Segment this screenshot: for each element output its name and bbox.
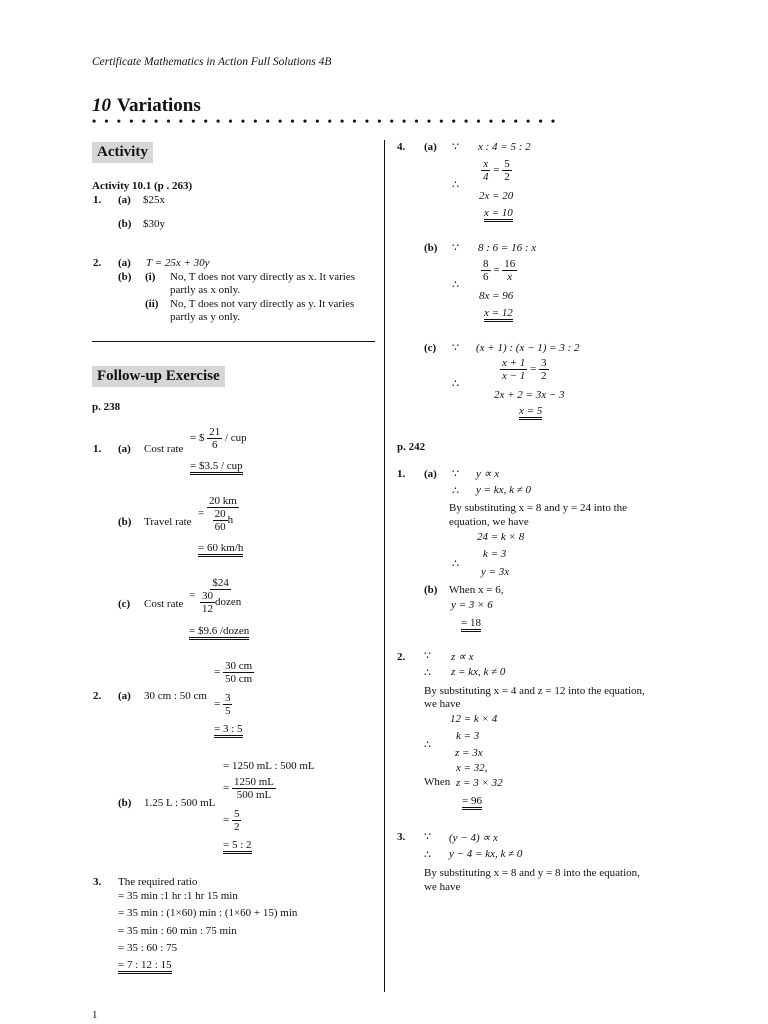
- dotted-rule: ••••••••••••••••••••••••••••••••••••••: [92, 114, 564, 128]
- activity-subheading: Activity 10.1 (p . 263): [92, 180, 193, 192]
- eq-sign: =: [198, 507, 205, 520]
- answer-text: = 35 min :1 hr :1 hr 15 min: [118, 890, 238, 902]
- answer-text: we have: [424, 698, 461, 710]
- math-line: 24 = k × 8: [477, 531, 525, 543]
- math-line: 8 : 6 = 16 : x: [478, 242, 537, 254]
- final-answer: = 96: [462, 795, 482, 810]
- answer-text: [190, 460, 243, 472]
- math-line: x = 32,: [456, 762, 488, 774]
- numerator: 16: [504, 258, 516, 270]
- denominator: 6: [211, 439, 218, 451]
- final-answer: x = 10: [484, 207, 513, 222]
- denominator: 6: [483, 271, 489, 283]
- answer-text: equation, we have: [449, 516, 529, 528]
- answer-text: $30y: [143, 218, 165, 230]
- math-line: z ∝ x: [451, 651, 474, 663]
- math-line: y − 4 = kx, k ≠ 0: [449, 848, 523, 860]
- therefore-symbol: ∴: [424, 849, 431, 861]
- denominator: 500 mL: [236, 789, 272, 801]
- q-number: 4.: [397, 141, 406, 153]
- numerator: $24: [212, 577, 229, 589]
- answer-text: = 35 : 60 : 75: [118, 942, 178, 954]
- fraction: [232, 808, 242, 833]
- numerator: x + 1: [502, 357, 526, 369]
- numerator: 21: [209, 426, 221, 438]
- part-label: (b): [424, 242, 438, 254]
- math-line: z = kx, k ≠ 0: [451, 666, 506, 678]
- fraction: [232, 776, 276, 801]
- final-answer: = 7 : 12 : 15: [118, 959, 172, 974]
- because-symbol: ∵: [452, 141, 459, 153]
- q-number: 2.: [93, 690, 102, 702]
- numerator: x: [483, 158, 489, 170]
- part-label: (a): [424, 468, 437, 480]
- sub-part-label: (i): [145, 271, 156, 283]
- final-answer: = 18: [461, 617, 481, 632]
- math-line: k = 3: [483, 548, 507, 560]
- numerator: 3: [541, 357, 547, 369]
- q-number: 1.: [397, 468, 406, 480]
- eq-sign: =: [223, 782, 230, 795]
- math-line: 2x + 2 = 3x − 3: [494, 389, 565, 401]
- answer-text: No, T does not vary directly as y. It varies: [170, 298, 355, 310]
- numerator: 8: [483, 258, 489, 270]
- denominator: 5: [224, 705, 231, 717]
- answer-text: When: [424, 776, 451, 788]
- fraction-line: [190, 426, 247, 451]
- final-answer: = 5 : 2: [223, 839, 252, 854]
- part-label: (b): [118, 516, 132, 528]
- denominator: 4: [483, 171, 489, 183]
- answer-text: Travel rate: [144, 516, 192, 528]
- because-symbol: ∵: [452, 242, 459, 254]
- answer-text: Cost rate: [144, 598, 184, 610]
- fraction: [500, 357, 527, 382]
- q-number: 2.: [397, 651, 406, 663]
- q-number: 2.: [93, 257, 102, 269]
- running-header: Certificate Mathematics in Action Full Solutions 4B: [92, 56, 332, 68]
- therefore-symbol: ∴: [452, 179, 459, 191]
- math-line: [461, 617, 481, 629]
- part-label: (b): [118, 797, 132, 809]
- math-line: z = 3 × 32: [456, 777, 503, 789]
- because-symbol: ∵: [452, 468, 459, 480]
- chapter-number: 10: [92, 95, 111, 116]
- math-line: k = 3: [456, 730, 480, 742]
- section-divider: [92, 341, 375, 342]
- fraction: [481, 258, 491, 283]
- answer-text: The required ratio: [118, 876, 198, 888]
- because-symbol: ∵: [424, 650, 431, 662]
- part-label: (a): [118, 257, 131, 269]
- therefore-symbol: ∴: [424, 739, 431, 751]
- part-label: (a): [118, 690, 131, 702]
- numerator: 30: [201, 590, 213, 602]
- numerator: 1250 mL: [233, 776, 274, 788]
- math-line: x : 4 = 5 : 2: [478, 141, 531, 153]
- fraction-line: [500, 357, 549, 382]
- answer-text: 30 cm : 50 cm: [144, 690, 207, 702]
- answer-text: 1.25 L : 500 mL: [144, 797, 216, 809]
- fraction: [198, 577, 243, 615]
- answer-text: partly as y only.: [170, 311, 241, 323]
- fraction-line: [189, 577, 243, 615]
- unit: / cup: [224, 432, 247, 445]
- fraction: [502, 258, 517, 283]
- fraction: [207, 426, 222, 451]
- because-symbol: ∵: [452, 342, 459, 354]
- fraction: [207, 495, 239, 533]
- answer-text: = 35 min : 60 min : 75 min: [118, 925, 237, 937]
- denominator: [198, 590, 243, 615]
- therefore-symbol: ∴: [424, 667, 431, 679]
- answer-text: [118, 959, 172, 971]
- part-label: (a): [424, 141, 437, 153]
- part-label: (a): [118, 443, 131, 455]
- answer-text: No, T does not vary directly as x. It varies: [170, 271, 356, 283]
- part-label: (b): [118, 218, 132, 230]
- fraction-line: [481, 258, 517, 283]
- final-answer: = 60 km/h: [198, 542, 243, 557]
- fraction-line: [214, 692, 232, 717]
- answer-text: [223, 839, 252, 851]
- answer-text: [198, 542, 243, 554]
- numerator: 20 km: [208, 495, 237, 507]
- denominator: x − 1: [502, 370, 526, 382]
- math-line: y = 3 × 6: [451, 599, 493, 611]
- eq-sign: =: [214, 698, 221, 711]
- math-line: [462, 795, 482, 807]
- answer-text: [189, 625, 249, 637]
- q-number: 3.: [397, 831, 406, 843]
- fraction: [481, 158, 491, 183]
- page-reference: p. 238: [92, 401, 121, 413]
- final-answer: = 3 : 5: [214, 723, 243, 738]
- math-line: [484, 307, 513, 319]
- answer-text: By substituting x = 4 and z = 12 into the equation,: [424, 685, 645, 697]
- fraction-line: [223, 808, 241, 833]
- denominator: 12: [201, 603, 213, 615]
- therefore-symbol: ∴: [452, 279, 459, 291]
- math-line: y = 3x: [481, 566, 510, 578]
- math-line: z = 3x: [455, 747, 483, 759]
- therefore-symbol: ∴: [452, 558, 459, 570]
- fraction-line: [214, 660, 254, 685]
- answer-text: = 1250 mL : 500 mL: [223, 760, 315, 772]
- denominator: 2: [233, 821, 240, 833]
- followup-heading: Follow-up Exercise: [92, 366, 225, 387]
- column-divider: [384, 140, 385, 992]
- answer-text: By substituting x = 8 and y = 24 into the: [449, 502, 628, 514]
- unit: h: [227, 514, 234, 527]
- fraction-line: [198, 495, 239, 533]
- eq-sign: =: [223, 814, 230, 827]
- answer-text: partly as x only.: [170, 284, 241, 296]
- final-answer: = $3.5 / cup: [190, 460, 243, 475]
- eq-sign: =: [493, 164, 500, 177]
- math-line: y ∝ x: [476, 468, 500, 480]
- fraction-line: [223, 776, 276, 801]
- part-label: (b): [118, 271, 132, 283]
- part-label: (c): [118, 598, 131, 610]
- activity-heading: Activity: [92, 142, 153, 163]
- fraction: [539, 357, 549, 382]
- part-label: (a): [118, 194, 131, 206]
- page-number: 1: [92, 1009, 98, 1021]
- eq-sign: =: [493, 264, 500, 277]
- denominator: 2: [504, 171, 510, 183]
- answer-text: $25x: [143, 194, 165, 206]
- numerator: 20: [214, 508, 226, 520]
- eq-sign: = $: [190, 432, 205, 445]
- because-symbol: ∵: [424, 831, 431, 843]
- final-answer: x = 5: [519, 405, 542, 420]
- math-line: [519, 405, 542, 417]
- eq-sign: =: [530, 363, 537, 376]
- answer-text: = 35 min : (1×60) min : (1×60 + 15) min: [118, 907, 298, 919]
- numerator: 5: [504, 158, 510, 170]
- chapter-name: Variations: [117, 95, 201, 116]
- answer-text: T = 25x + 30y: [146, 257, 210, 269]
- answer-text: When x = 6,: [449, 584, 504, 596]
- answer-text: Cost rate: [144, 443, 184, 455]
- answer-text: By substituting x = 8 and y = 8 into the equation,: [424, 867, 640, 879]
- q-number: 3.: [93, 876, 102, 888]
- final-answer: x = 12: [484, 307, 513, 322]
- answer-text: [214, 723, 243, 735]
- numerator: 3: [224, 692, 231, 704]
- math-line: 8x = 96: [479, 290, 514, 302]
- sub-part-label: (ii): [145, 298, 159, 310]
- eq-sign: =: [189, 589, 196, 602]
- denominator: 2: [541, 370, 547, 382]
- numerator: 30 cm: [224, 660, 253, 672]
- answer-text: we have: [424, 881, 461, 893]
- denominator: x: [507, 271, 513, 283]
- page-reference: p. 242: [397, 441, 426, 453]
- fraction: [223, 660, 254, 685]
- fraction: [502, 158, 512, 183]
- denominator: 60: [214, 521, 226, 533]
- therefore-symbol: ∴: [452, 378, 459, 390]
- fraction-line: [481, 158, 512, 183]
- math-line: y = kx, k ≠ 0: [476, 484, 531, 496]
- final-answer: = $9.6 /dozen: [189, 625, 249, 640]
- q-number: 1.: [93, 194, 102, 206]
- numerator: 5: [233, 808, 240, 820]
- part-label: (b): [424, 584, 438, 596]
- eq-sign: =: [214, 666, 221, 679]
- unit: dozen: [214, 596, 242, 609]
- math-line: [484, 207, 513, 219]
- math-line: 12 = k × 4: [450, 713, 498, 725]
- math-line: (x + 1) : (x − 1) = 3 : 2: [476, 342, 580, 354]
- math-line: (y − 4) ∝ x: [449, 832, 498, 844]
- denominator: 50 cm: [224, 673, 253, 685]
- part-label: (c): [424, 342, 437, 354]
- denominator: [211, 508, 236, 533]
- therefore-symbol: ∴: [452, 485, 459, 497]
- math-line: 2x = 20: [479, 190, 514, 202]
- fraction: [223, 692, 233, 717]
- q-number: 1.: [93, 443, 102, 455]
